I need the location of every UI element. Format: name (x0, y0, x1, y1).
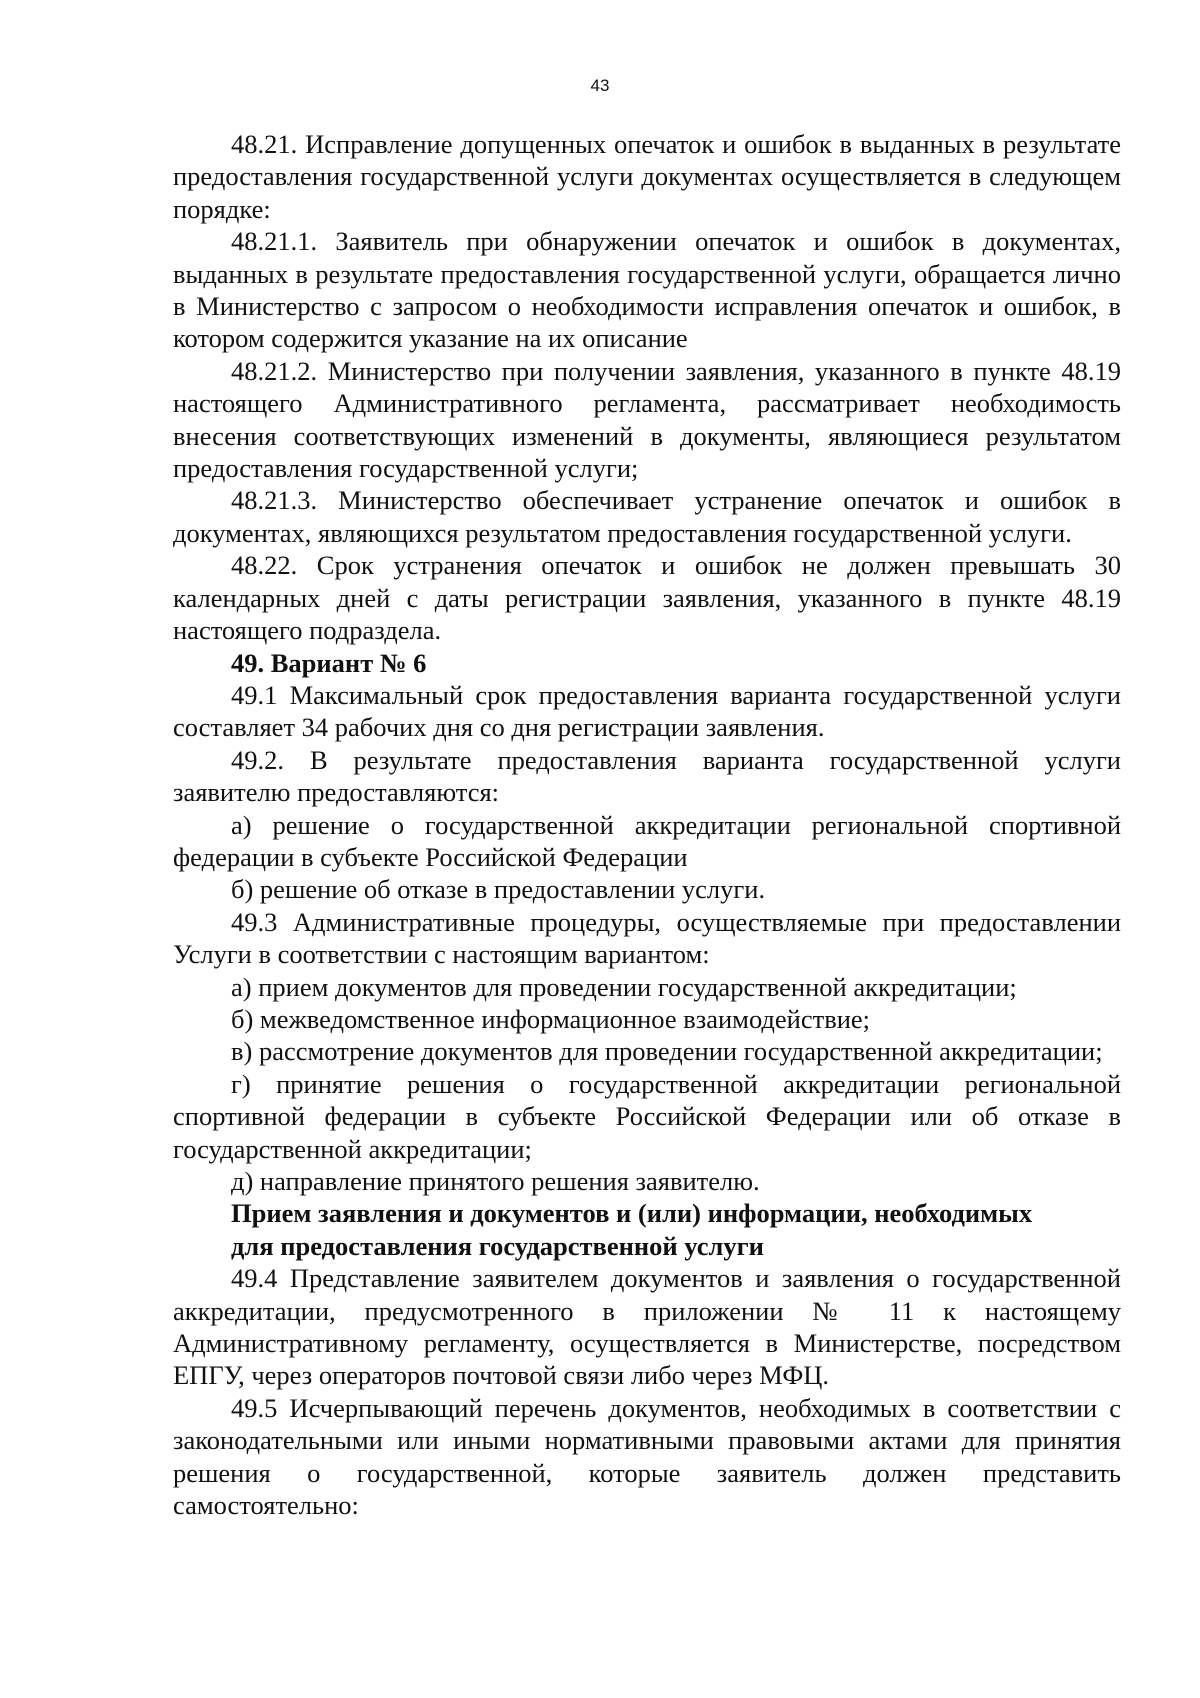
subsection-heading-line-2: для предоставления государственной услуги (231, 1230, 764, 1261)
paragraph-49-4: 49.4 Представление заявителем документов и заявления о государственной аккредитации, предусмотренного в приложении № 11 к настоящему Административному регламенту, осуществляется в Министерстве, посредством ЕПГУ, через операторов почтовой связи либо через МФЦ. (173, 1263, 1121, 1391)
paragraph-49-2: 49.2. В результате предоставления варианта государственной услуги заявителю предоставляются: (173, 744, 1121, 808)
section-heading-variant-6: 49. Вариант № 6 (231, 647, 427, 678)
paragraph-49-1: 49.1 Максимальный срок предоставления варианта государственной услуги составляет 34 рабочих дня со дня регистрации заявления. (173, 679, 1121, 743)
paragraph-49-3: 49.3 Административные процедуры, осуществляемые при предоставлении Услуги в соответствии с настоящим вариантом: (173, 906, 1121, 970)
paragraph-48-21-3: 48.21.3. Министерство обеспечивает устранение опечаток и ошибок в документах, являющихся результатом предоставления государственной услуги. (173, 485, 1121, 548)
paragraph-48-22: 48.22. Срок устранения опечаток и ошибок не должен превышать 30 календарных дней с даты регистрации заявления, указанного в пункте 48.19 настоящего подраздела. (173, 550, 1121, 646)
document-body (173, 128, 1121, 1521)
paragraph-48-21: 48.21. Исправление допущенных опечаток и ошибок в выданных в результате предоставления государственной услуги документах осуществляется в следующем порядке: (173, 129, 1121, 224)
subsection-heading-line-1: Прием заявления и документов и (или) информации, необходимых (231, 1198, 1033, 1229)
procedure-item-d: д) направление принятого решения заявителю. (231, 1166, 760, 1196)
paragraph-48-21-2: 48.21.2. Министерство при получении заявления, указанного в пункте 48.19 настоящего Административного регламента, рассматривает необходимость внесения соответствующих изменений в документы, являющиеся результатом предоставления государственной услуги; (173, 355, 1121, 484)
procedure-item-v: в) рассмотрение документов для проведении государственной аккредитации; (231, 1036, 1103, 1067)
procedure-item-g: г) принятие решения о государственной аккредитации региональной спортивной федерации в субъекте Российской Федерации или об отказе в государственной аккредитации; (173, 1068, 1121, 1164)
paragraph-48-21-1: 48.21.1. Заявитель при обнаружении опечаток и ошибок в документах, выданных в результате предоставления государственной услуги, обращается лично в Министерство с запросом о необходимости исправления опечаток и ошибок, в котором содержится указание на их описание (173, 226, 1121, 354)
list-item-b: б) решение об отказе в предоставлении услуги. (231, 874, 766, 905)
procedure-item-a: а) прием документов для проведении государственной аккредитации; (231, 971, 1017, 1002)
procedure-item-b: б) межведомственное информационное взаимодействие; (231, 1003, 871, 1034)
page-number: 43 (590, 76, 610, 95)
paragraph-49-5: 49.5 Исчерпывающий перечень документов, необходимых в соответствии с законодательными или иными нормативными правовыми актами для принятия решения о государственной, которые заявитель должен представить самостоятельно: (173, 1392, 1121, 1521)
list-item-a: а) решение о государственной аккредитации региональной спортивной федерации в субъекте Российской Федерации (173, 809, 1121, 872)
